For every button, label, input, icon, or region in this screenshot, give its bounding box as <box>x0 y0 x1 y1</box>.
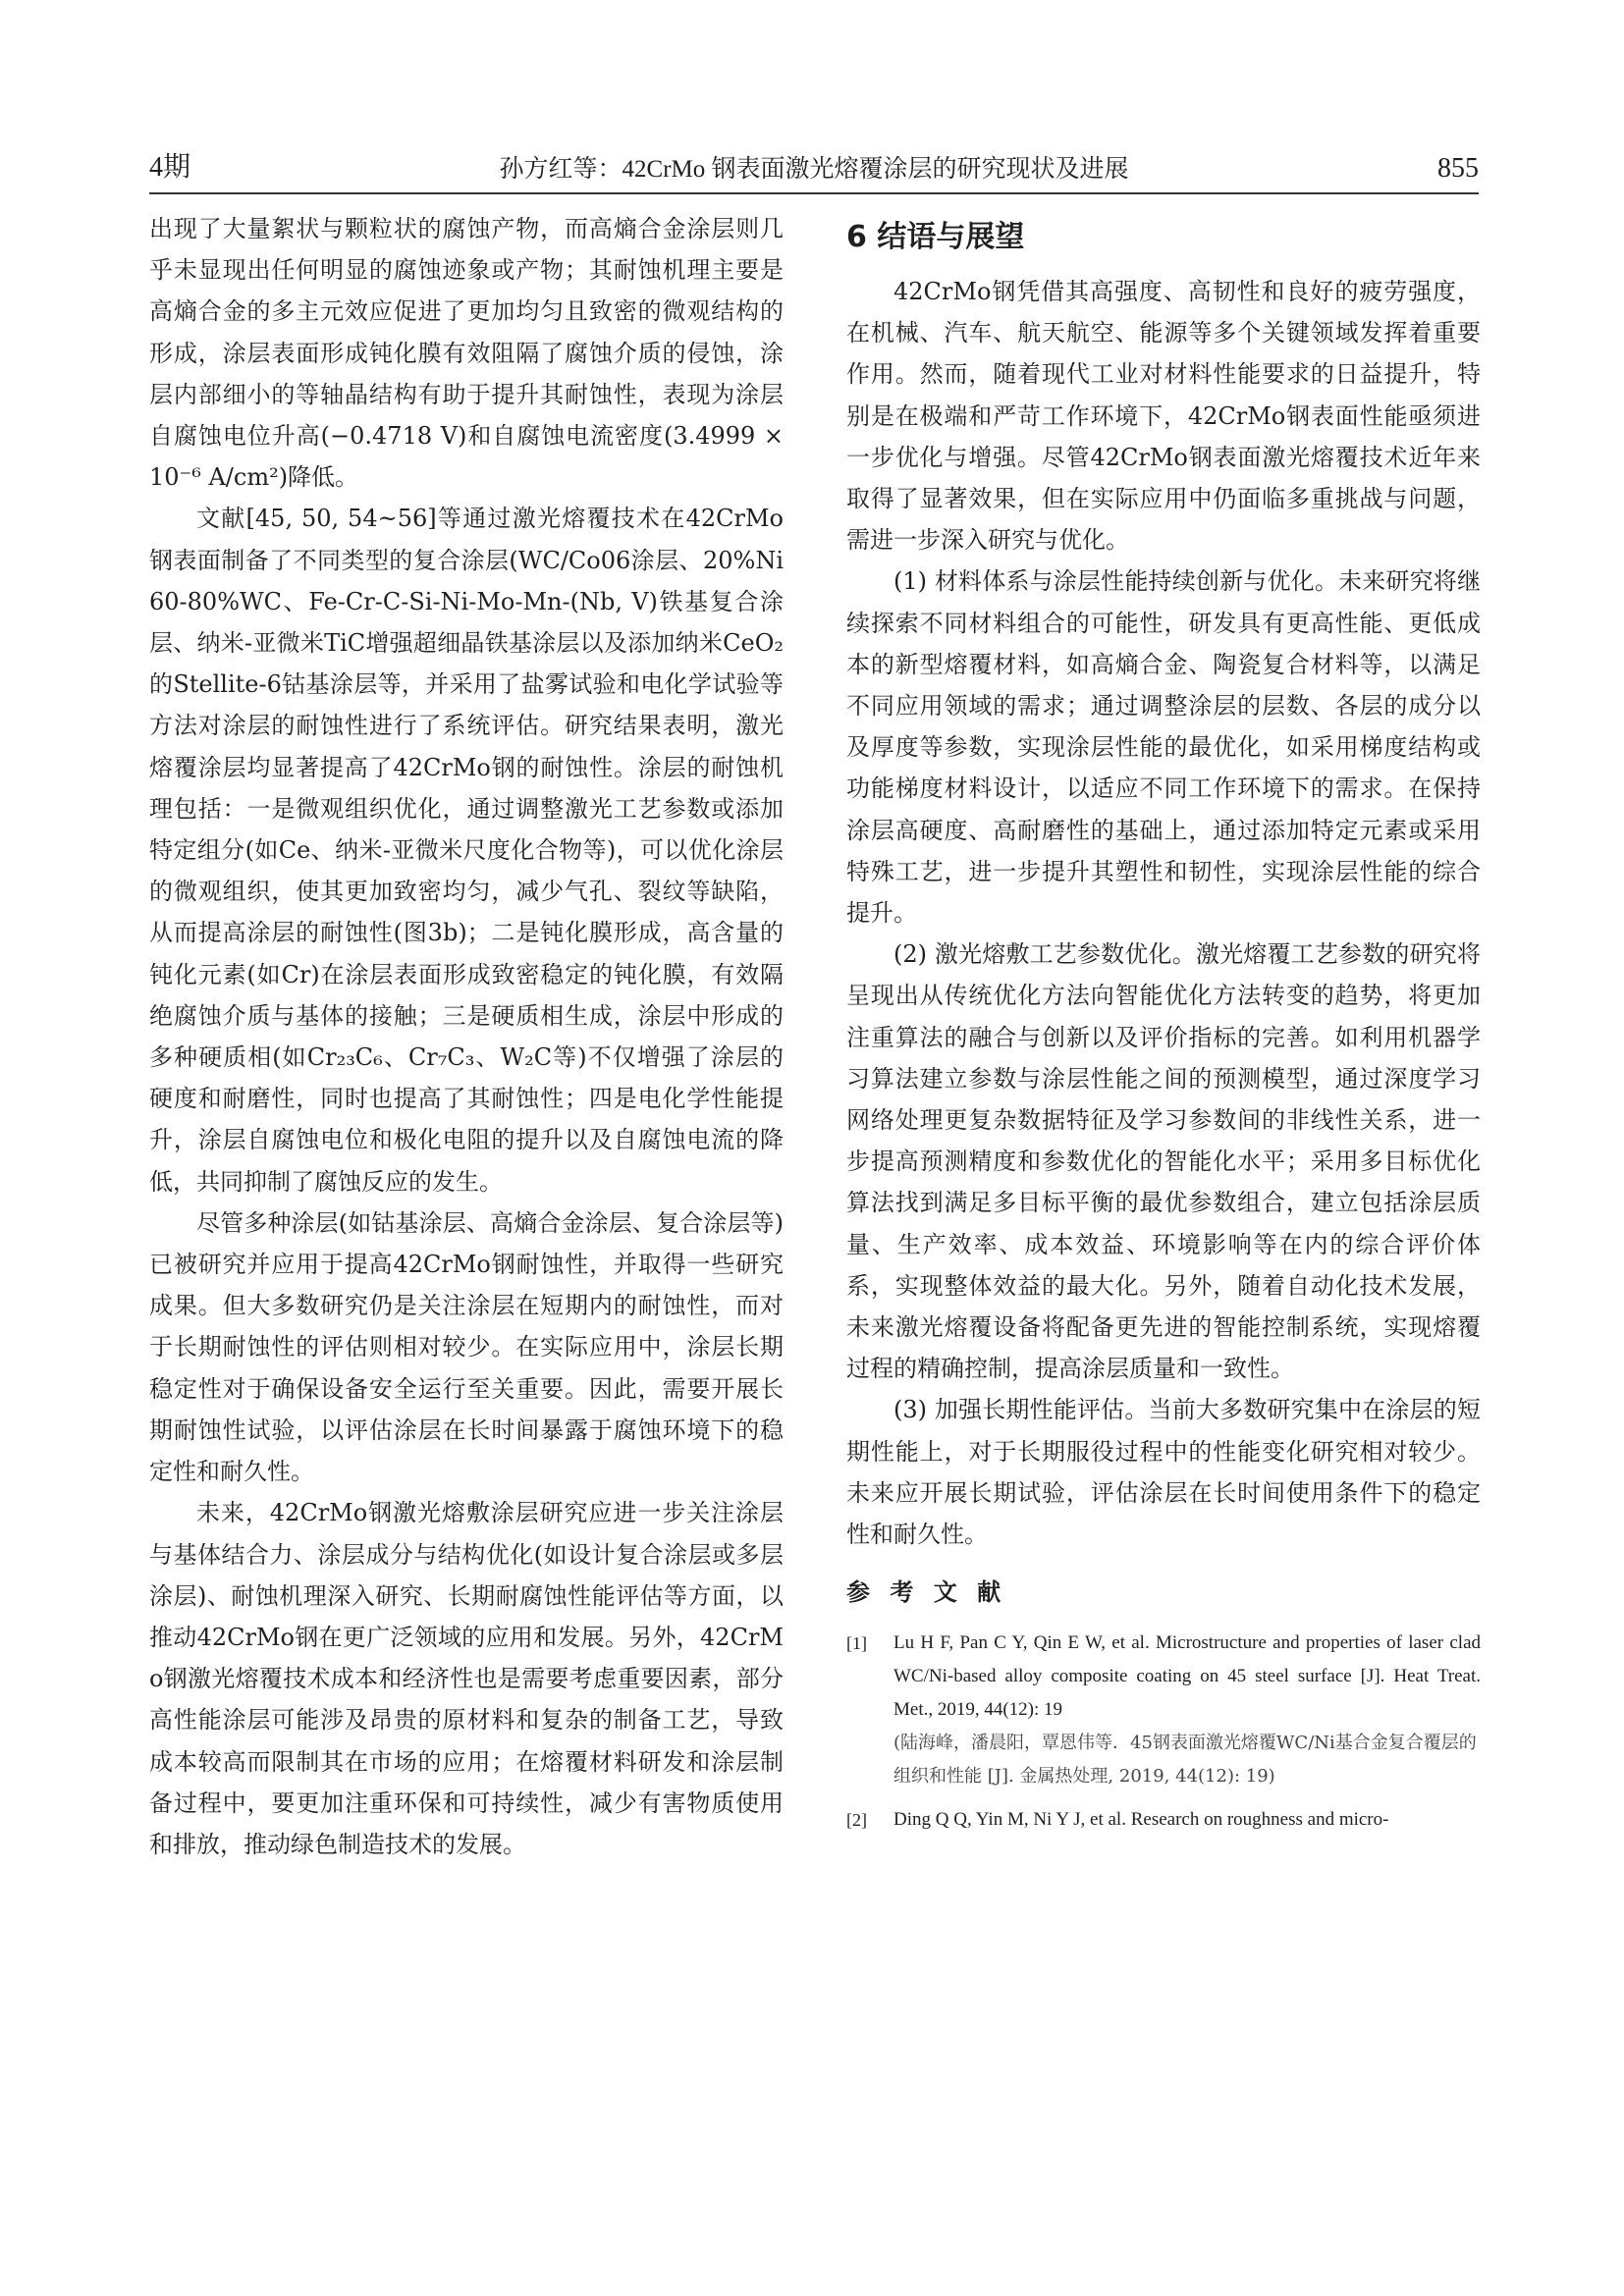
reference-item <box>846 1803 1481 1837</box>
left-paragraph-1: 出现了大量絮状与颗粒状的腐蚀产物，而高熵合金涂层则几乎未显现出任何明显的腐蚀迹象或产物；其耐蚀机理主要是高熵合金的多主元效应促进了更加均匀且致密的微观结构的形成，涂层表面形成钝化膜有效阻隔了腐蚀介质的侵蚀，涂层内部细小的等轴晶结构有助于提升其耐蚀性，表现为涂层自腐蚀电位升高(−0.4718 V)和自腐蚀电流密度(3.4999 × 10⁻⁶ A/cm²)降低。 <box>149 215 784 492</box>
left-paragraph-4: 未来，42CrMo钢激光熔敷涂层研究应进一步关注涂层与基体结合力、涂层成分与结构优化(如设计复合涂层或多层涂层)、耐蚀机理深入研究、长期耐腐蚀性能评估等方面，以推动42CrMo钢在更广泛领域的应用和发展。另外，42CrMo钢激光熔覆技术成本和经济性也是需要考虑重要因素，部分高性能涂层可能涉及昂贵的原材料和复杂的制备工艺，导致成本较高而限制其在市场的应用；在熔覆材料研发和涂层制备过程中，要更加注重环保和可持续性，减少有害物质使用和排放，推动绿色制造技术的发展。 <box>149 1499 784 1858</box>
page-number: 855 <box>1437 153 1479 184</box>
right-column <box>846 208 1481 2250</box>
right-paragraph-4: (3) 加强长期性能评估。当前大多数研究集中在涂层的短期性能上，对于长期服役过程中的性能变化研究相对较少。未来应开展长期试验，评估涂层在长时间使用条件下的稳定性和耐久性。 <box>846 1396 1481 1549</box>
running-title: 孙方红等：42CrMo 钢表面激光熔覆涂层的研究现状及进展 <box>499 156 1129 183</box>
running-header <box>149 139 1479 185</box>
reference-english: Ding Q Q, Yin M, Ni Y J, et al. Research on roughness and micro- <box>893 1809 1389 1831</box>
references-title: 参 考 文 献 <box>846 1578 1007 1607</box>
reference-body <box>893 1803 1481 1837</box>
left-column <box>149 208 784 2250</box>
left-paragraph-3: 尽管多种涂层(如钴基涂层、高熵合金涂层、复合涂层等)已被研究并应用于提高42CrMo钢耐蚀性，并取得一些研究成果。但大多数研究仍是关注涂层在短期内的耐蚀性，而对于长期耐蚀性的评估则相对较少。在实际应用中，涂层长期稳定性对于确保设备安全运行至关重要。因此，需要开展长期耐蚀性试验，以评估涂层在长时间暴露于腐蚀环境下的稳定性和耐久性。 <box>149 1208 784 1486</box>
reference-english: Lu H F, Pan C Y, Qin E W, et al. Microstructure and properties of laser clad WC/Ni-based alloy composite coating on 45 steel surface [J]. Heat Treat. Met., 2019, 44(12): 19 <box>893 1632 1481 1721</box>
left-paragraph-2: 文献[45, 50, 54~56]等通过激光熔覆技术在42CrMo钢表面制备了不同类型的复合涂层(WC/Co06涂层、20%Ni60-80%WC、Fe-Cr-C-Si-Ni-Mo-Mn-(Nb, V)铁基复合涂层、纳米-亚微米TiC增强超细晶铁基涂层以及添加纳米CeO₂的Stellite-6钴基涂层等，并采用了盐雾试验和电化学试验等方法对涂层的耐蚀性进行了系统评估。研究结果表明，激光熔覆涂层均显著提高了42CrMo钢的耐蚀性。涂层的耐蚀机理包括：一是微观组织优化，通过调整激光工艺参数或添加特定组分(如Ce、纳米-亚微米尺度化合物等)，可以优化涂层的微观组织，使其更加致密均匀，减少气孔、裂纹等缺陷，从而提高涂层的耐蚀性(图3b)；二是钝化膜形成，高含量的钝化元素(如Cr)在涂层表面形成致密稳定的钝化膜，有效隔绝腐蚀介质与基体的接触；三是硬质相生成，涂层中形成的多种硬质相(如Cr₂₃C₆、Cr₇C₃、W₂C等)不仅增强了涂层的硬度和耐磨性，同时也提高了其耐蚀性；四是电化学性能提升，涂层自腐蚀电位和极化电阻的提升以及自腐蚀电流的降低，共同抑制了腐蚀反应的发生。 <box>149 505 784 1196</box>
reference-body <box>893 1627 1481 1793</box>
reference-item <box>846 1627 1481 1793</box>
header-rule <box>149 192 1479 194</box>
right-paragraph-2: (1) 材料体系与涂层性能持续创新与优化。未来研究将继续探索不同材料组合的可能性，研发具有更高性能、更低成本的新型熔覆材料，如高熵合金、陶瓷复合材料等，以满足不同应用领域的需求；通过调整涂层的层数、各层的成分以及厚度等参数，实现涂层性能的最优化，如采用梯度结构或功能梯度材料设计，以适应不同工作环境下的需求。在保持涂层高硬度、高耐磨性的基础上，通过添加特定元素或采用特殊工艺，进一步提升其塑性和韧性，实现涂层性能的综合提升。 <box>846 567 1481 928</box>
reference-number: [2] <box>846 1810 867 1831</box>
section-heading: 6 结语与展望 <box>846 220 1025 254</box>
right-paragraph-1: 42CrMo钢凭借其高强度、高韧性和良好的疲劳强度，在机械、汽车、航天航空、能源等多个关键领域发挥着重要作用。然而，随着现代工业对材料性能要求的日益提升，特别是在极端和严苛工作环境下，42CrMo钢表面性能亟须进一步优化与增强。尽管42CrMo钢表面激光熔覆技术近年来取得了显著效果，但在实际应用中仍面临多重挑战与问题，需进一步深入研究与优化。 <box>846 278 1481 555</box>
issue-label: 4期 <box>149 152 191 183</box>
reference-chinese: (陆海峰，潘晨阳，覃恩伟等．45钢表面激光熔覆WC/Ni基合金复合覆层的组织和性能 [J]. 金属热处理, 2019, 44(12): 19) <box>893 1733 1477 1788</box>
right-paragraph-3: (2) 激光熔敷工艺参数优化。激光熔覆工艺参数的研究将呈现出从传统优化方法向智能优化方法转变的趋势，将更加注重算法的融合与创新以及评价指标的完善。如利用机器学习算法建立参数与涂层性能之间的预测模型，通过深度学习网络处理更复杂数据特征及学习参数间的非线性关系，进一步提高预测精度和参数优化的智能化水平；采用多目标优化算法找到满足多目标平衡的最优参数组合，建立包括涂层质量、生产效率、成本效益、环境影响等在内的综合评价体系，实现整体效益的最大化。另外，随着自动化技术发展，未来激光熔覆设备将配备更先进的智能控制系统，实现熔覆过程的精确控制，提高涂层质量和一致性。 <box>846 940 1481 1383</box>
reference-number: [1] <box>846 1633 867 1654</box>
